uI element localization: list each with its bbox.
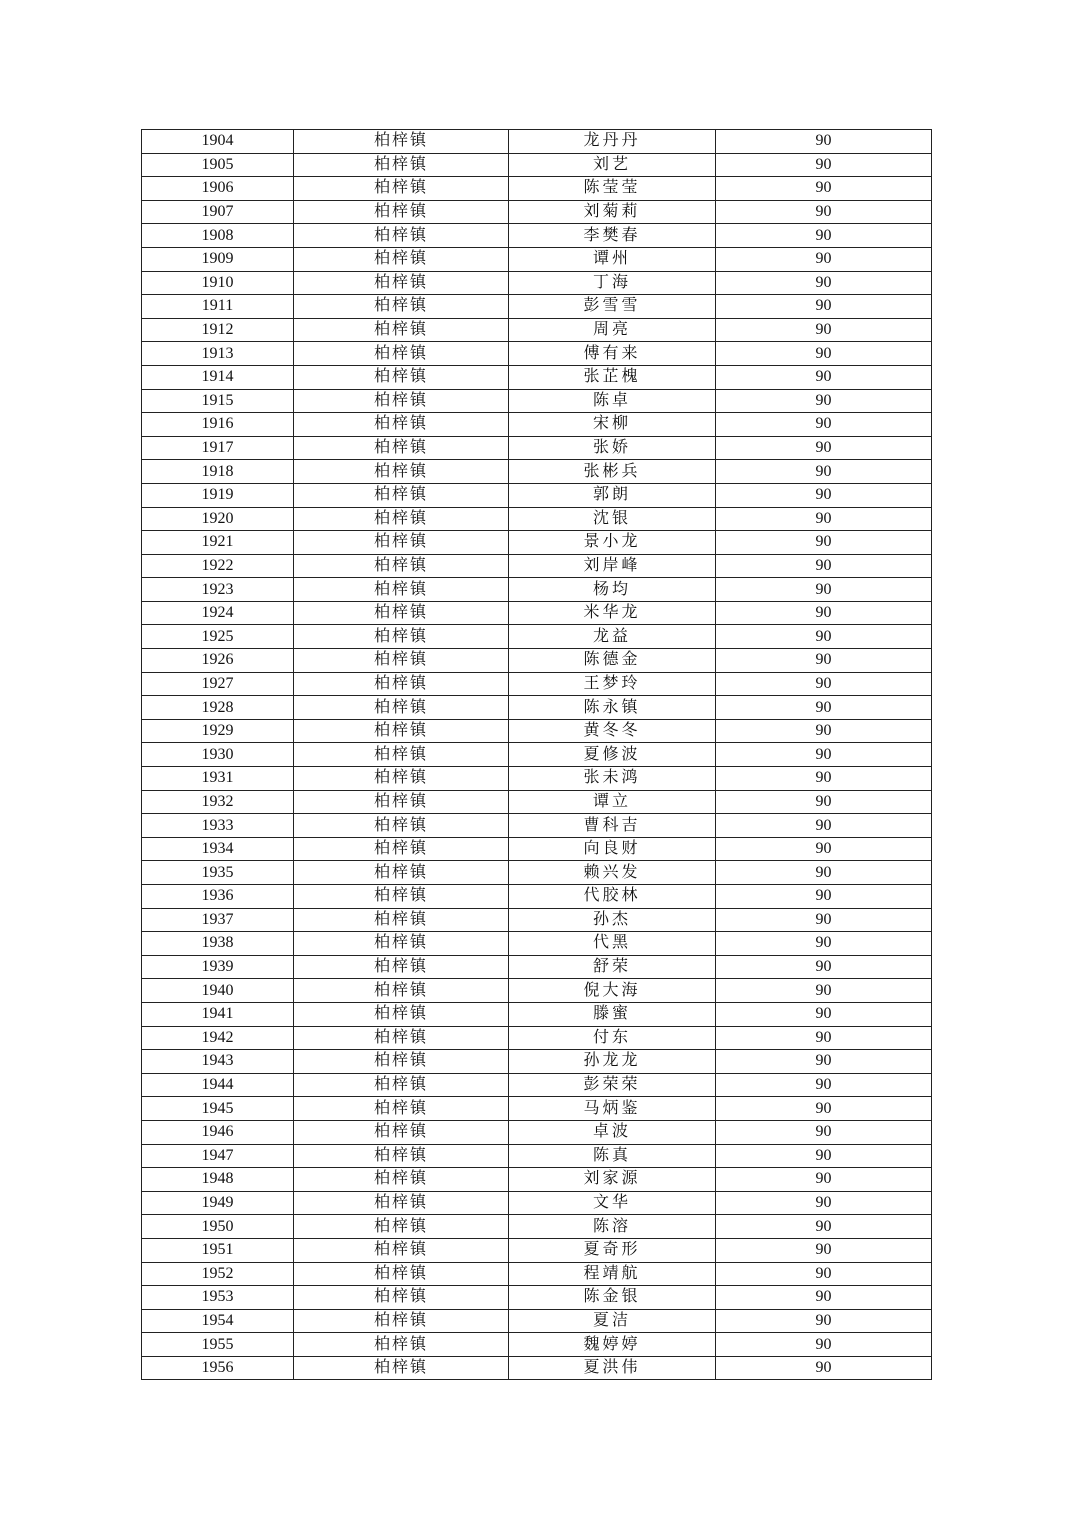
serial-number-cell: 1916 (142, 413, 294, 437)
town-cell: 柏梓镇 (294, 1286, 509, 1310)
name-cell: 陈真 (509, 1144, 716, 1168)
table-row (142, 578, 932, 602)
score-cell: 90 (716, 318, 932, 342)
table-row (142, 1144, 932, 1168)
table-row (142, 1309, 932, 1333)
serial-number-cell: 1931 (142, 767, 294, 791)
town-cell: 柏梓镇 (294, 814, 509, 838)
name-cell: 陈莹莹 (509, 177, 716, 201)
table-row (142, 1215, 932, 1239)
town-cell: 柏梓镇 (294, 460, 509, 484)
table-row (142, 1356, 932, 1380)
table-row (142, 130, 932, 154)
table-row (142, 696, 932, 720)
score-cell: 90 (716, 1026, 932, 1050)
score-cell: 90 (716, 1309, 932, 1333)
serial-number-cell: 1919 (142, 483, 294, 507)
name-cell: 夏洪伟 (509, 1356, 716, 1380)
name-cell: 陈金银 (509, 1286, 716, 1310)
table-row (142, 767, 932, 791)
town-cell: 柏梓镇 (294, 295, 509, 319)
score-cell: 90 (716, 578, 932, 602)
name-cell: 王梦玲 (509, 672, 716, 696)
table-row (142, 1002, 932, 1026)
serial-number-cell: 1926 (142, 649, 294, 673)
serial-number-cell: 1923 (142, 578, 294, 602)
score-cell: 90 (716, 483, 932, 507)
serial-number-cell: 1911 (142, 295, 294, 319)
name-cell: 滕蜜 (509, 1002, 716, 1026)
serial-number-cell: 1918 (142, 460, 294, 484)
town-cell: 柏梓镇 (294, 601, 509, 625)
town-cell: 柏梓镇 (294, 743, 509, 767)
table-row (142, 908, 932, 932)
name-cell: 夏洁 (509, 1309, 716, 1333)
name-cell: 夏修波 (509, 743, 716, 767)
serial-number-cell: 1942 (142, 1026, 294, 1050)
table-row (142, 342, 932, 366)
serial-number-cell: 1950 (142, 1215, 294, 1239)
score-cell: 90 (716, 885, 932, 909)
serial-number-cell: 1930 (142, 743, 294, 767)
score-cell: 90 (716, 1238, 932, 1262)
name-cell: 彭荣荣 (509, 1073, 716, 1097)
score-cell: 90 (716, 389, 932, 413)
town-cell: 柏梓镇 (294, 885, 509, 909)
score-cell: 90 (716, 1073, 932, 1097)
score-cell: 90 (716, 531, 932, 555)
score-cell: 90 (716, 153, 932, 177)
name-cell: 张芷槐 (509, 365, 716, 389)
name-cell: 程靖航 (509, 1262, 716, 1286)
table-row (142, 365, 932, 389)
town-cell: 柏梓镇 (294, 979, 509, 1003)
serial-number-cell: 1949 (142, 1191, 294, 1215)
town-cell: 柏梓镇 (294, 318, 509, 342)
table-row (142, 672, 932, 696)
name-cell: 付东 (509, 1026, 716, 1050)
score-cell: 90 (716, 1050, 932, 1074)
serial-number-cell: 1943 (142, 1050, 294, 1074)
name-cell: 沈银 (509, 507, 716, 531)
serial-number-cell: 1905 (142, 153, 294, 177)
town-cell: 柏梓镇 (294, 177, 509, 201)
table-row (142, 1191, 932, 1215)
score-cell: 90 (716, 1333, 932, 1357)
score-cell: 90 (716, 601, 932, 625)
town-cell: 柏梓镇 (294, 1309, 509, 1333)
serial-number-cell: 1948 (142, 1168, 294, 1192)
table-row (142, 814, 932, 838)
score-cell: 90 (716, 130, 932, 154)
serial-number-cell: 1936 (142, 885, 294, 909)
table-row (142, 507, 932, 531)
table-row (142, 483, 932, 507)
serial-number-cell: 1939 (142, 955, 294, 979)
town-cell: 柏梓镇 (294, 271, 509, 295)
serial-number-cell: 1935 (142, 861, 294, 885)
serial-number-cell: 1904 (142, 130, 294, 154)
score-cell: 90 (716, 649, 932, 673)
town-cell: 柏梓镇 (294, 153, 509, 177)
town-cell: 柏梓镇 (294, 1073, 509, 1097)
table-row (142, 1073, 932, 1097)
table-row (142, 719, 932, 743)
serial-number-cell: 1945 (142, 1097, 294, 1121)
serial-number-cell: 1938 (142, 932, 294, 956)
table-row (142, 743, 932, 767)
table-row (142, 837, 932, 861)
table-row (142, 318, 932, 342)
score-cell: 90 (716, 1144, 932, 1168)
score-cell: 90 (716, 200, 932, 224)
town-cell: 柏梓镇 (294, 672, 509, 696)
name-cell: 刘岸峰 (509, 554, 716, 578)
table-row (142, 200, 932, 224)
name-cell: 黄冬冬 (509, 719, 716, 743)
score-cell: 90 (716, 413, 932, 437)
serial-number-cell: 1925 (142, 625, 294, 649)
name-cell: 刘菊莉 (509, 200, 716, 224)
serial-number-cell: 1954 (142, 1309, 294, 1333)
name-cell: 文华 (509, 1191, 716, 1215)
score-cell: 90 (716, 767, 932, 791)
score-cell: 90 (716, 177, 932, 201)
table-row (142, 389, 932, 413)
serial-number-cell: 1908 (142, 224, 294, 248)
name-cell: 孙龙龙 (509, 1050, 716, 1074)
name-cell: 杨均 (509, 578, 716, 602)
table-row (142, 1333, 932, 1357)
town-cell: 柏梓镇 (294, 389, 509, 413)
serial-number-cell: 1913 (142, 342, 294, 366)
name-cell: 代黑 (509, 932, 716, 956)
serial-number-cell: 1920 (142, 507, 294, 531)
town-cell: 柏梓镇 (294, 1002, 509, 1026)
town-cell: 柏梓镇 (294, 719, 509, 743)
score-cell: 90 (716, 790, 932, 814)
town-cell: 柏梓镇 (294, 908, 509, 932)
town-cell: 柏梓镇 (294, 413, 509, 437)
score-cell: 90 (716, 837, 932, 861)
score-cell: 90 (716, 672, 932, 696)
name-cell: 卓波 (509, 1120, 716, 1144)
name-cell: 龙益 (509, 625, 716, 649)
score-cell: 90 (716, 1356, 932, 1380)
town-cell: 柏梓镇 (294, 837, 509, 861)
score-cell: 90 (716, 1120, 932, 1144)
town-cell: 柏梓镇 (294, 1215, 509, 1239)
serial-number-cell: 1953 (142, 1286, 294, 1310)
name-cell: 周亮 (509, 318, 716, 342)
table-row (142, 295, 932, 319)
serial-number-cell: 1941 (142, 1002, 294, 1026)
serial-number-cell: 1906 (142, 177, 294, 201)
score-cell: 90 (716, 719, 932, 743)
name-cell: 宋柳 (509, 413, 716, 437)
serial-number-cell: 1927 (142, 672, 294, 696)
table-row (142, 1050, 932, 1074)
town-cell: 柏梓镇 (294, 130, 509, 154)
table-row (142, 1238, 932, 1262)
town-cell: 柏梓镇 (294, 1333, 509, 1357)
name-cell: 张未鸿 (509, 767, 716, 791)
name-cell: 张彬兵 (509, 460, 716, 484)
score-cell: 90 (716, 1002, 932, 1026)
name-cell: 代胶林 (509, 885, 716, 909)
serial-number-cell: 1933 (142, 814, 294, 838)
town-cell: 柏梓镇 (294, 1026, 509, 1050)
name-cell: 向良财 (509, 837, 716, 861)
name-cell: 曹科吉 (509, 814, 716, 838)
name-cell: 马炳鉴 (509, 1097, 716, 1121)
serial-number-cell: 1947 (142, 1144, 294, 1168)
table-row (142, 601, 932, 625)
town-cell: 柏梓镇 (294, 531, 509, 555)
score-cell: 90 (716, 932, 932, 956)
town-cell: 柏梓镇 (294, 649, 509, 673)
name-cell: 陈德金 (509, 649, 716, 673)
table-row (142, 460, 932, 484)
town-cell: 柏梓镇 (294, 1262, 509, 1286)
name-cell: 龙丹丹 (509, 130, 716, 154)
table-row (142, 625, 932, 649)
table-row (142, 932, 932, 956)
name-cell: 刘艺 (509, 153, 716, 177)
score-cell: 90 (716, 507, 932, 531)
score-cell: 90 (716, 342, 932, 366)
town-cell: 柏梓镇 (294, 1120, 509, 1144)
town-cell: 柏梓镇 (294, 696, 509, 720)
table-row (142, 885, 932, 909)
town-cell: 柏梓镇 (294, 554, 509, 578)
serial-number-cell: 1907 (142, 200, 294, 224)
score-cell: 90 (716, 1286, 932, 1310)
table-body (142, 130, 932, 1380)
serial-number-cell: 1915 (142, 389, 294, 413)
serial-number-cell: 1944 (142, 1073, 294, 1097)
score-cell: 90 (716, 979, 932, 1003)
table-row (142, 861, 932, 885)
name-cell: 倪大海 (509, 979, 716, 1003)
score-cell: 90 (716, 554, 932, 578)
name-cell: 刘家源 (509, 1168, 716, 1192)
name-cell: 张娇 (509, 436, 716, 460)
name-cell: 李樊春 (509, 224, 716, 248)
name-cell: 谭州 (509, 247, 716, 271)
name-cell: 傅有来 (509, 342, 716, 366)
name-cell: 郭朗 (509, 483, 716, 507)
name-cell: 魏婷婷 (509, 1333, 716, 1357)
town-cell: 柏梓镇 (294, 767, 509, 791)
serial-number-cell: 1910 (142, 271, 294, 295)
town-cell: 柏梓镇 (294, 932, 509, 956)
town-cell: 柏梓镇 (294, 955, 509, 979)
name-cell: 米华龙 (509, 601, 716, 625)
serial-number-cell: 1929 (142, 719, 294, 743)
serial-number-cell: 1909 (142, 247, 294, 271)
table-row (142, 224, 932, 248)
name-cell: 景小龙 (509, 531, 716, 555)
score-cell: 90 (716, 365, 932, 389)
data-table (141, 129, 932, 1380)
table-row (142, 247, 932, 271)
serial-number-cell: 1934 (142, 837, 294, 861)
serial-number-cell: 1956 (142, 1356, 294, 1380)
town-cell: 柏梓镇 (294, 578, 509, 602)
score-cell: 90 (716, 436, 932, 460)
table-row (142, 1026, 932, 1050)
score-cell: 90 (716, 1215, 932, 1239)
table-row (142, 1120, 932, 1144)
serial-number-cell: 1917 (142, 436, 294, 460)
score-cell: 90 (716, 743, 932, 767)
score-cell: 90 (716, 295, 932, 319)
town-cell: 柏梓镇 (294, 342, 509, 366)
serial-number-cell: 1932 (142, 790, 294, 814)
score-cell: 90 (716, 955, 932, 979)
town-cell: 柏梓镇 (294, 365, 509, 389)
name-cell: 谭立 (509, 790, 716, 814)
serial-number-cell: 1946 (142, 1120, 294, 1144)
score-cell: 90 (716, 1097, 932, 1121)
score-cell: 90 (716, 271, 932, 295)
score-cell: 90 (716, 696, 932, 720)
serial-number-cell: 1955 (142, 1333, 294, 1357)
town-cell: 柏梓镇 (294, 436, 509, 460)
serial-number-cell: 1914 (142, 365, 294, 389)
name-cell: 陈溶 (509, 1215, 716, 1239)
name-cell: 赖兴发 (509, 861, 716, 885)
serial-number-cell: 1922 (142, 554, 294, 578)
serial-number-cell: 1937 (142, 908, 294, 932)
name-cell: 夏奇形 (509, 1238, 716, 1262)
score-cell: 90 (716, 460, 932, 484)
table-row (142, 177, 932, 201)
town-cell: 柏梓镇 (294, 790, 509, 814)
score-cell: 90 (716, 247, 932, 271)
town-cell: 柏梓镇 (294, 1168, 509, 1192)
serial-number-cell: 1928 (142, 696, 294, 720)
serial-number-cell: 1940 (142, 979, 294, 1003)
town-cell: 柏梓镇 (294, 861, 509, 885)
serial-number-cell: 1924 (142, 601, 294, 625)
table-row (142, 436, 932, 460)
name-cell: 陈卓 (509, 389, 716, 413)
town-cell: 柏梓镇 (294, 224, 509, 248)
score-cell: 90 (716, 861, 932, 885)
table-row (142, 649, 932, 673)
table-row (142, 413, 932, 437)
table-row (142, 1286, 932, 1310)
town-cell: 柏梓镇 (294, 507, 509, 531)
name-cell: 孙杰 (509, 908, 716, 932)
serial-number-cell: 1912 (142, 318, 294, 342)
town-cell: 柏梓镇 (294, 1191, 509, 1215)
town-cell: 柏梓镇 (294, 625, 509, 649)
serial-number-cell: 1952 (142, 1262, 294, 1286)
town-cell: 柏梓镇 (294, 483, 509, 507)
table-row (142, 153, 932, 177)
name-cell: 舒荣 (509, 955, 716, 979)
table-row (142, 955, 932, 979)
town-cell: 柏梓镇 (294, 1238, 509, 1262)
town-cell: 柏梓镇 (294, 1356, 509, 1380)
score-cell: 90 (716, 814, 932, 838)
town-cell: 柏梓镇 (294, 1144, 509, 1168)
score-cell: 90 (716, 1191, 932, 1215)
serial-number-cell: 1951 (142, 1238, 294, 1262)
town-cell: 柏梓镇 (294, 1050, 509, 1074)
town-cell: 柏梓镇 (294, 247, 509, 271)
table-row (142, 531, 932, 555)
town-cell: 柏梓镇 (294, 1097, 509, 1121)
table-row (142, 554, 932, 578)
score-cell: 90 (716, 1168, 932, 1192)
table-row (142, 979, 932, 1003)
table-row (142, 790, 932, 814)
name-cell: 丁海 (509, 271, 716, 295)
table-row (142, 271, 932, 295)
table-row (142, 1262, 932, 1286)
serial-number-cell: 1921 (142, 531, 294, 555)
name-cell: 陈永镇 (509, 696, 716, 720)
score-cell: 90 (716, 1262, 932, 1286)
score-cell: 90 (716, 224, 932, 248)
score-cell: 90 (716, 625, 932, 649)
score-cell: 90 (716, 908, 932, 932)
town-cell: 柏梓镇 (294, 200, 509, 224)
table-row (142, 1097, 932, 1121)
table-row (142, 1168, 932, 1192)
name-cell: 彭雪雪 (509, 295, 716, 319)
